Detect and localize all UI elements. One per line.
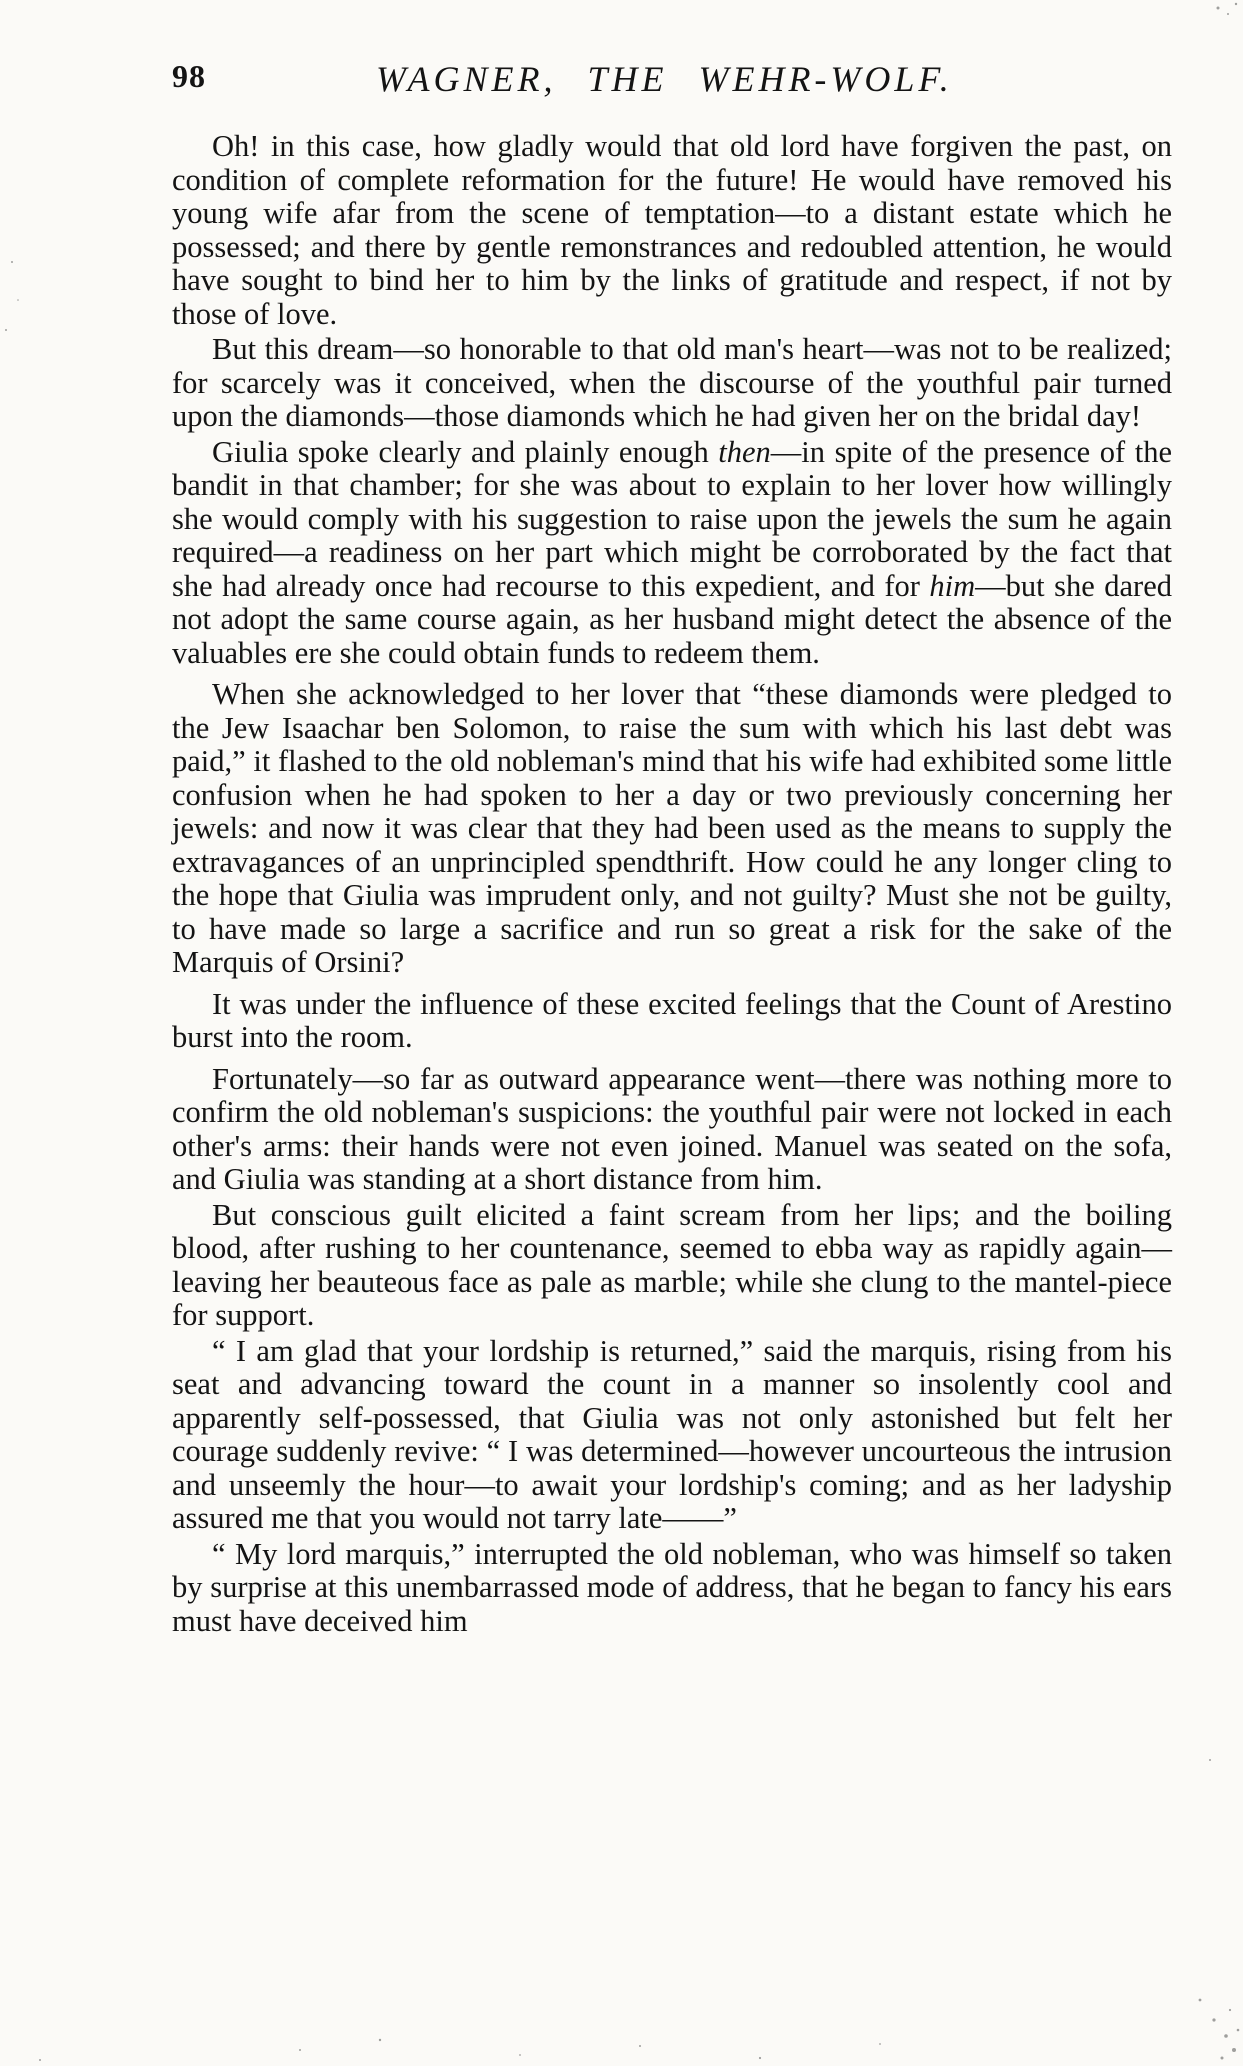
paragraph-8: “ I am glad that your lordship is returned,” said the marquis, rising from his seat and advancing toward the count in a manner so insolently cool and apparently self-possessed, that Giulia was not only astonished but felt her courage suddenly revive: “ I was determined—however uncourteous the intrusion and unseemly the hour—to await your lordship's coming; and as her ladyship assured me that you would not tarry late——”: [172, 1333, 1172, 1535]
paragraph-3: [172, 436, 1172, 671]
running-title: WAGNER, THE WEHR-WOLF.: [376, 59, 953, 99]
page-number: 98: [172, 58, 206, 94]
paragraph-7: But conscious guilt elicited a faint scream from her lips; and the boiling blood, after rushing to her countenance, seemed to ebba way as rapidly again—leaving her beauteous face as pale as marble; while she clung to the mantel-piece for support.: [172, 1197, 1172, 1332]
paragraph-3-part-3: —but she dared not adopt the same course again, as her husband might detect the absence of the valuables ere she could obtain funds to redeem them.: [172, 568, 1172, 670]
paragraph-2: But this dream—so honorable to that old man's heart—was not to be realized; for scarcely was it conceived, when the discourse of the youthful pair turned upon the diamonds—those diamonds which he had given her on the bridal day!: [172, 332, 1172, 433]
paragraph-6: Fortunately—so far as outward appearance went—there was nothing more to confirm the old nobleman's suspicions: the youthful pair were not locked in each other's arms: their hands were not even joined. Manuel was seated on the sofa, and Giulia was standing at a short distance from him.: [172, 1061, 1172, 1196]
paragraph-1: Oh! in this case, how gladly would that old lord have forgiven the past, on condition of complete reformation for the future! He would have removed his young wife afar from the scene of temptation—to a distant estate which he possessed; and there by gentle remonstrances and redoubled attention, he would have sought to bind her to him by the links of gratitude and respect, if not by those of love.: [172, 129, 1172, 331]
page-header: [172, 58, 1172, 108]
paragraph-3-italic-then: then: [718, 434, 771, 469]
body-text: [172, 130, 1172, 1640]
paragraph-9: “ My lord marquis,” interrupted the old nobleman, who was himself so taken by surprise at this unembarrassed mode of address, that he began to fancy his ears must have deceived him: [172, 1536, 1172, 1638]
paragraph-3-part-2: —in spite of the presence of the bandit in that chamber; for she was about to explain to her lover how willingly she would comply with his suggestion to raise upon the jewels the sum he again required—a readiness on her part which might be corroborated by the fact that she had already once had recourse to this expedient, and for: [172, 434, 1172, 603]
paragraph-3-part-1: Giulia spoke clearly and plainly enough: [212, 434, 719, 469]
paragraph-4: When she acknowledged to her lover that “these diamonds were pledged to the Jew Isaachar ben Solomon, to raise the sum with which his last debt was paid,” it flashed to the old nobleman's mind that his wife had exhibited some little confusion when he had spoken to her a day or two previously concerning her jewels: and now it was clear that they had been used as the means to supply the extravagances of an unprincipled spendthrift. How could he any longer cling to the hope that Giulia was imprudent only, and not guilty? Must she not be guilty, to have made so large a sacrifice and run so great a risk for the sake of the Marquis of Orsini?: [172, 677, 1172, 979]
paragraph-3-italic-him: him: [929, 568, 976, 603]
paragraph-5: It was under the influence of these excited feelings that the Count of Arestino burst into the room.: [172, 986, 1172, 1054]
